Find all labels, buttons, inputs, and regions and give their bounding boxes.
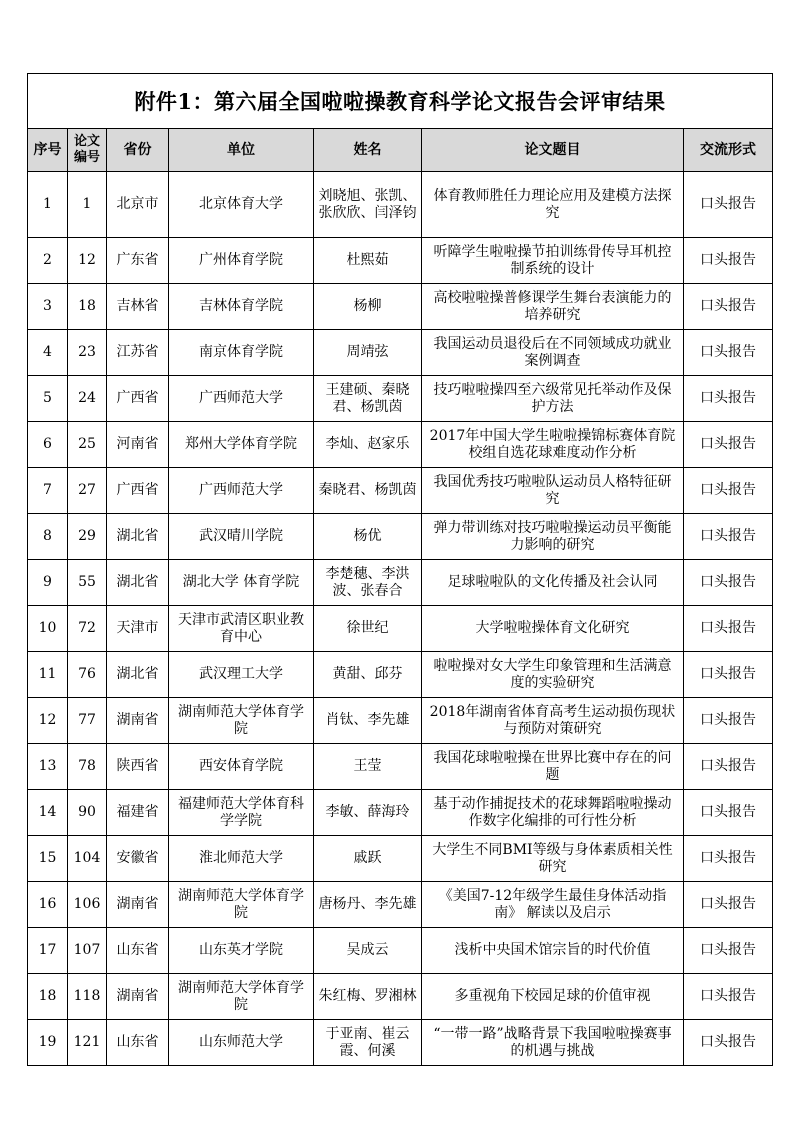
cell-form: 口头报告: [684, 974, 773, 1020]
table-row: [28, 284, 773, 330]
cell-province: 湖北省: [107, 514, 169, 560]
cell-form: 口头报告: [684, 1020, 773, 1066]
table-row: [28, 330, 773, 376]
table-row: [28, 698, 773, 744]
cell-topic: 2018年湖南省体育高考生运动损伤现状与预防对策研究: [422, 698, 684, 744]
cell-names: 唐杨丹、李先雄: [314, 882, 422, 928]
table-body: [28, 172, 773, 1066]
cell-topic: “一带一路”战略背景下我国啦啦操赛事的机遇与挑战: [422, 1020, 684, 1066]
cell-paper-no: 24: [68, 376, 107, 422]
cell-topic: 我国运动员退役后在不同领域成功就业案例调查: [422, 330, 684, 376]
cell-form: 口头报告: [684, 172, 773, 238]
col-header-paper-no: 论文编号: [68, 129, 107, 172]
cell-seq: 4: [28, 330, 68, 376]
col-header-name: 姓名: [314, 129, 422, 172]
cell-unit: 山东英才学院: [169, 928, 314, 974]
cell-paper-no: 12: [68, 238, 107, 284]
cell-unit: 南京体育学院: [169, 330, 314, 376]
cell-form: 口头报告: [684, 882, 773, 928]
cell-form: 口头报告: [684, 698, 773, 744]
cell-names: 杨柳: [314, 284, 422, 330]
cell-unit: 广州体育学院: [169, 238, 314, 284]
cell-paper-no: 90: [68, 790, 107, 836]
cell-unit: 福建师范大学体育科学学院: [169, 790, 314, 836]
table-row: [28, 652, 773, 698]
cell-unit: 北京体育大学: [169, 172, 314, 238]
table-row: [28, 422, 773, 468]
cell-names: 朱红梅、罗湘林: [314, 974, 422, 1020]
cell-province: 山东省: [107, 1020, 169, 1066]
cell-names: 李楚穗、李洪波、张春合: [314, 560, 422, 606]
cell-names: 杜熙茹: [314, 238, 422, 284]
cell-unit: 湖北大学 体育学院: [169, 560, 314, 606]
cell-topic: 2017年中国大学生啦啦操锦标赛体育院校组自选花球难度动作分析: [422, 422, 684, 468]
cell-unit: 武汉晴川学院: [169, 514, 314, 560]
cell-unit: 吉林体育学院: [169, 284, 314, 330]
cell-seq: 13: [28, 744, 68, 790]
col-header-form: 交流形式: [684, 129, 773, 172]
cell-unit: 广西师范大学: [169, 468, 314, 514]
cell-unit: 武汉理工大学: [169, 652, 314, 698]
cell-paper-no: 104: [68, 836, 107, 882]
col-header-province: 省份: [107, 129, 169, 172]
cell-seq: 18: [28, 974, 68, 1020]
cell-paper-no: 76: [68, 652, 107, 698]
cell-paper-no: 18: [68, 284, 107, 330]
cell-topic: 体育教师胜任力理论应用及建模方法探究: [422, 172, 684, 238]
cell-seq: 2: [28, 238, 68, 284]
cell-unit: 湖南师范大学体育学院: [169, 974, 314, 1020]
page-title: 附件1：第六届全国啦啦操教育科学论文报告会评审结果: [28, 74, 773, 129]
cell-province: 湖南省: [107, 698, 169, 744]
cell-seq: 11: [28, 652, 68, 698]
cell-topic: 基于动作捕捉技术的花球舞蹈啦啦操动作数字化编排的可行性分析: [422, 790, 684, 836]
cell-seq: 6: [28, 422, 68, 468]
cell-topic: 高校啦啦操普修课学生舞台表演能力的培养研究: [422, 284, 684, 330]
cell-paper-no: 1: [68, 172, 107, 238]
cell-names: 秦晓君、杨凯茵: [314, 468, 422, 514]
table-row: [28, 974, 773, 1020]
cell-unit: 湖南师范大学体育学院: [169, 698, 314, 744]
cell-paper-no: 107: [68, 928, 107, 974]
col-header-unit: 单位: [169, 129, 314, 172]
results-table: [27, 73, 773, 1066]
cell-province: 河南省: [107, 422, 169, 468]
cell-form: 口头报告: [684, 468, 773, 514]
cell-topic: 我国优秀技巧啦啦队运动员人格特征研究: [422, 468, 684, 514]
cell-province: 江苏省: [107, 330, 169, 376]
cell-paper-no: 72: [68, 606, 107, 652]
cell-unit: 山东师范大学: [169, 1020, 314, 1066]
cell-province: 安徽省: [107, 836, 169, 882]
cell-names: 黄甜、邱芬: [314, 652, 422, 698]
cell-form: 口头报告: [684, 790, 773, 836]
cell-names: 李灿、赵家乐: [314, 422, 422, 468]
cell-form: 口头报告: [684, 376, 773, 422]
cell-names: 李敏、薛海玲: [314, 790, 422, 836]
cell-topic: 《美国7-12年级学生最佳身体活动指南》 解读以及启示: [422, 882, 684, 928]
cell-seq: 9: [28, 560, 68, 606]
table-row: [28, 468, 773, 514]
cell-topic: 啦啦操对女大学生印象管理和生活满意度的实验研究: [422, 652, 684, 698]
cell-paper-no: 27: [68, 468, 107, 514]
table-row: [28, 560, 773, 606]
cell-province: 湖北省: [107, 652, 169, 698]
cell-paper-no: 29: [68, 514, 107, 560]
cell-province: 北京市: [107, 172, 169, 238]
table-row: [28, 790, 773, 836]
cell-topic: 技巧啦啦操四至六级常见托举动作及保护方法: [422, 376, 684, 422]
cell-province: 天津市: [107, 606, 169, 652]
cell-form: 口头报告: [684, 836, 773, 882]
cell-province: 福建省: [107, 790, 169, 836]
cell-paper-no: 106: [68, 882, 107, 928]
cell-unit: 淮北师范大学: [169, 836, 314, 882]
cell-province: 吉林省: [107, 284, 169, 330]
cell-unit: 广西师范大学: [169, 376, 314, 422]
header-row: [28, 129, 773, 172]
table-row: [28, 836, 773, 882]
table-row: [28, 514, 773, 560]
cell-names: 戚跃: [314, 836, 422, 882]
cell-seq: 19: [28, 1020, 68, 1066]
cell-names: 王建硕、秦晓君、杨凯茵: [314, 376, 422, 422]
cell-form: 口头报告: [684, 928, 773, 974]
cell-seq: 1: [28, 172, 68, 238]
table-row: [28, 882, 773, 928]
cell-unit: 湖南师范大学体育学院: [169, 882, 314, 928]
cell-topic: 听障学生啦啦操节拍训练骨传导耳机控制系统的设计: [422, 238, 684, 284]
table-row: [28, 172, 773, 238]
table-row: [28, 238, 773, 284]
cell-topic: 多重视角下校园足球的价值审视: [422, 974, 684, 1020]
cell-form: 口头报告: [684, 744, 773, 790]
cell-topic: 大学生不同BMI等级与身体素质相关性研究: [422, 836, 684, 882]
cell-paper-no: 118: [68, 974, 107, 1020]
cell-form: 口头报告: [684, 606, 773, 652]
cell-names: 徐世纪: [314, 606, 422, 652]
cell-unit: 西安体育学院: [169, 744, 314, 790]
cell-paper-no: 121: [68, 1020, 107, 1066]
cell-topic: 弹力带训练对技巧啦啦操运动员平衡能力影响的研究: [422, 514, 684, 560]
cell-form: 口头报告: [684, 422, 773, 468]
cell-topic: 我国花球啦啦操在世界比赛中存在的问题: [422, 744, 684, 790]
cell-seq: 5: [28, 376, 68, 422]
cell-topic: 大学啦啦操体育文化研究: [422, 606, 684, 652]
cell-paper-no: 25: [68, 422, 107, 468]
cell-province: 广西省: [107, 376, 169, 422]
cell-province: 广东省: [107, 238, 169, 284]
cell-province: 湖北省: [107, 560, 169, 606]
cell-names: 吴成云: [314, 928, 422, 974]
cell-topic: 足球啦啦队的文化传播及社会认同: [422, 560, 684, 606]
table-row: [28, 928, 773, 974]
cell-form: 口头报告: [684, 560, 773, 606]
col-header-topic: 论文题目: [422, 129, 684, 172]
cell-seq: 14: [28, 790, 68, 836]
cell-paper-no: 55: [68, 560, 107, 606]
cell-form: 口头报告: [684, 330, 773, 376]
cell-form: 口头报告: [684, 284, 773, 330]
table-row: [28, 1020, 773, 1066]
col-header-seq: 序号: [28, 129, 68, 172]
cell-seq: 10: [28, 606, 68, 652]
cell-topic: 浅析中央国术馆宗旨的时代价值: [422, 928, 684, 974]
cell-province: 广西省: [107, 468, 169, 514]
cell-seq: 8: [28, 514, 68, 560]
cell-paper-no: 23: [68, 330, 107, 376]
cell-names: 肖钛、李先雄: [314, 698, 422, 744]
cell-unit: 郑州大学体育学院: [169, 422, 314, 468]
cell-paper-no: 78: [68, 744, 107, 790]
cell-province: 陕西省: [107, 744, 169, 790]
cell-province: 湖南省: [107, 882, 169, 928]
cell-names: 杨优: [314, 514, 422, 560]
cell-form: 口头报告: [684, 514, 773, 560]
cell-seq: 7: [28, 468, 68, 514]
cell-seq: 12: [28, 698, 68, 744]
cell-province: 湖南省: [107, 974, 169, 1020]
table-row: [28, 376, 773, 422]
cell-names: 王莹: [314, 744, 422, 790]
cell-seq: 17: [28, 928, 68, 974]
cell-paper-no: 77: [68, 698, 107, 744]
cell-names: 周靖弦: [314, 330, 422, 376]
cell-seq: 3: [28, 284, 68, 330]
cell-form: 口头报告: [684, 238, 773, 284]
cell-form: 口头报告: [684, 652, 773, 698]
cell-seq: 15: [28, 836, 68, 882]
table-row: [28, 744, 773, 790]
table-row: [28, 606, 773, 652]
cell-names: 于亚南、崔云霞、何溪: [314, 1020, 422, 1066]
cell-province: 山东省: [107, 928, 169, 974]
cell-unit: 天津市武清区职业教育中心: [169, 606, 314, 652]
cell-names: 刘晓旭、张凯、张欣欣、闫泽钧: [314, 172, 422, 238]
cell-seq: 16: [28, 882, 68, 928]
